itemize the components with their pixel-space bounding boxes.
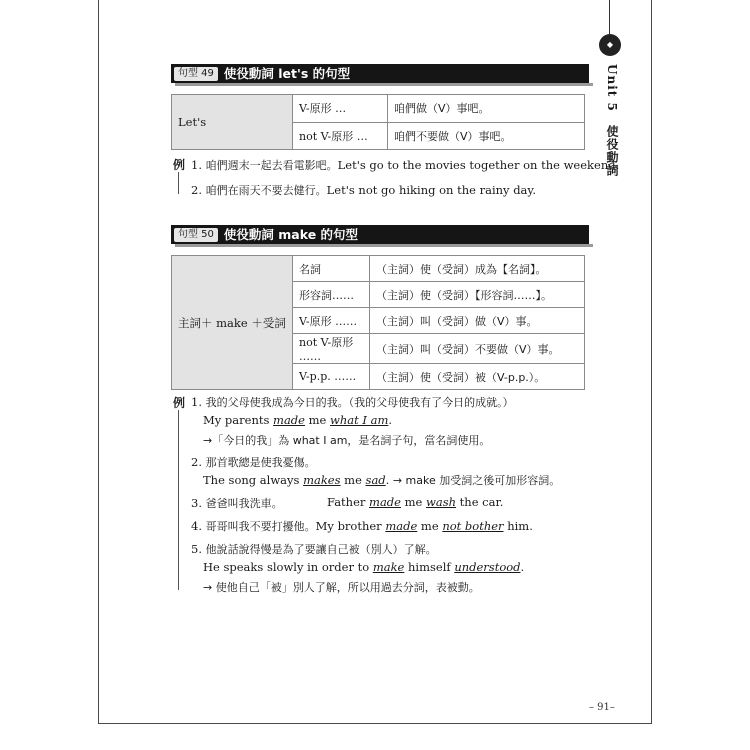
section-50-meaning-1: （主詞）使（受詞）成為【名詞】。 [370,256,585,282]
unit-badge-icon: ◆ [599,34,621,56]
section-50-form-2: 形容詞…… [293,282,370,308]
section-49-example-2: 2. 咱們在雨天不要去健行。Let's not go hiking on the rainy day. [191,183,537,197]
section-50-example-mark: 例 [173,396,186,410]
section-49-header [171,64,589,83]
section-50-example-4: 4. 哥哥叫我不要打擾他。My brother made me not bother him. [191,519,533,533]
section-50-header [171,225,589,244]
section-49-example-bar [178,172,179,194]
section-50-example-1-zh: 1. 我的父母使我成為今日的我。（我的父母使我有了今日的成就。） [191,395,514,409]
section-50-example-5-zh: 5. 他說話說得慢是為了要讓自己被（別人）了解。 [191,542,437,556]
section-50-form-5: V-p.p. …… [293,364,370,390]
section-50-title: 使役動詞 make 的句型 [223,227,359,242]
side-unit-label: Unit 5 使役動詞 [605,64,619,177]
section-49-table [171,94,585,150]
section-50-left-cell: 主詞＋ make ＋受詞 [172,256,293,390]
section-49-shadow [175,83,593,86]
section-50-form-3: V-原形 …… [293,308,370,334]
book-page [98,0,652,724]
section-50-example-bar [178,410,179,590]
section-50-example-3-en: Father made me wash the car. [327,495,504,509]
section-50-form-4: not V-原形 …… [293,334,370,364]
section-50-example-5-note: → 使他自己「被」別人了解，所以用過去分詞，表被動。 [203,581,480,594]
section-49-tag: 句型 49 [174,67,218,81]
section-50-example-1-note: →「今日的我」為 what I am，是名詞子句，當名詞使用。 [203,434,491,447]
section-50-meaning-3: （主詞）叫（受詞）做（V）事。 [370,308,585,334]
section-50-shadow [175,244,593,247]
section-50-example-2-zh: 2. 那首歌總是使我憂傷。 [191,455,316,469]
section-50-form-1: 名詞 [293,256,370,282]
section-49-title: 使役動詞 let's 的句型 [223,66,351,81]
section-49-example-mark: 例 [173,158,186,172]
section-49-form-1: V-原形 … [293,95,388,123]
side-line [609,0,610,35]
section-50-example-1-en: My parents made me what I am. [203,413,393,427]
section-50-example-3: 3. 爸爸叫我洗車。 [191,496,283,510]
section-50-example-5-en: He speaks slowly in order to make himself understood. [203,560,525,574]
page-number: – 91– [589,702,615,713]
section-50-meaning-2: （主詞）使（受詞）【形容詞……】。 [370,282,585,308]
section-50-meaning-5: （主詞）使（受詞）被（V-p.p.）。 [370,364,585,390]
section-49-example-1: 1. 咱們週末一起去看電影吧。Let's go to the movies together on the weekend. [191,158,620,172]
section-50-table [171,255,585,390]
section-50-tag: 句型 50 [174,228,218,242]
section-49-form-2: not V-原形 … [293,122,388,150]
section-50-example-2-en: The song always makes me sad. → make 加受詞之後可加形容詞。 [203,473,561,487]
section-49-left-cell: Let's [172,95,293,150]
section-50-meaning-4: （主詞）叫（受詞）不要做（V）事。 [370,334,585,364]
section-49-meaning-2: 咱們不要做（V）事吧。 [388,122,585,150]
section-49-meaning-1: 咱們做（V）事吧。 [388,95,585,123]
